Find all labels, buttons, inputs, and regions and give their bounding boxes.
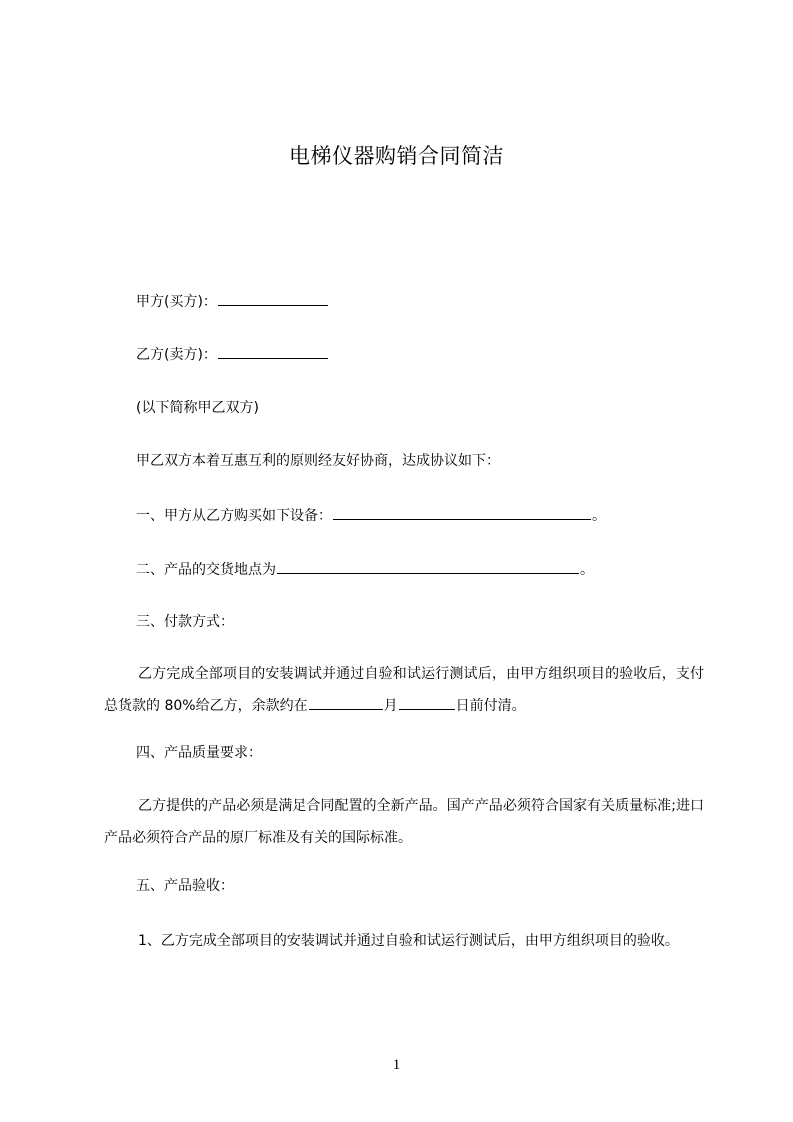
preamble-line: 甲乙双方本着互惠互利的原则经友好协商，达成协议如下：: [136, 453, 500, 469]
party-a-label: 甲方(买方)：: [136, 294, 217, 310]
abbreviation-line: (以下简称甲乙双方): [136, 400, 259, 416]
clause-5-heading: 五、产品验收：: [136, 878, 234, 894]
clause-1-text: 一、甲方从乙方购买如下设备：: [136, 508, 332, 524]
clause-1-line: [136, 505, 606, 526]
page-number: 1: [392, 1057, 401, 1073]
party-a-blank: [218, 291, 328, 306]
clause-2-line: [136, 559, 594, 580]
clause-4-heading: 四、产品质量要求：: [136, 745, 262, 761]
party-b-blank: [218, 344, 328, 359]
clause-3-text-c: 日前付清。: [455, 698, 526, 714]
clause-1-blank: [333, 505, 591, 520]
clause-2-end: 。: [580, 562, 594, 578]
clause-4-paragraph: 乙方提供的产品必须是满足合同配置的全新产品。国产产品必须符合国家有关质量标准;进口产品必须符合产品的原厂标准及有关的国际标准。: [104, 798, 704, 846]
party-a-line: [136, 291, 329, 312]
clause-3-text-b: 月: [383, 698, 398, 714]
party-b-line: [136, 344, 329, 365]
clause-3-day-blank: [399, 695, 455, 710]
party-b-label: 乙方(卖方)：: [136, 347, 217, 363]
clause-3-text-a: 乙方完成全部项目的安装调试并通过自验和试运行测试后，由甲方组织项目的验收后，支付总货款的 80%给乙方，余款约在: [104, 666, 704, 714]
document-title: 电梯仪器购销合同简洁: [289, 144, 504, 168]
clause-2-text: 二、产品的交货地点为: [136, 562, 276, 578]
clause-3-month-blank: [309, 695, 383, 710]
clause-2-blank: [277, 559, 579, 574]
clause-3-paragraph: [104, 658, 704, 722]
clause-1-end: 。: [592, 508, 606, 524]
clause-3-heading: 三、付款方式：: [136, 614, 234, 630]
clause-5-item-1: 1、乙方完成全部项目的安装调试并通过自验和试运行测试后，由甲方组织项目的验收。: [138, 933, 679, 949]
